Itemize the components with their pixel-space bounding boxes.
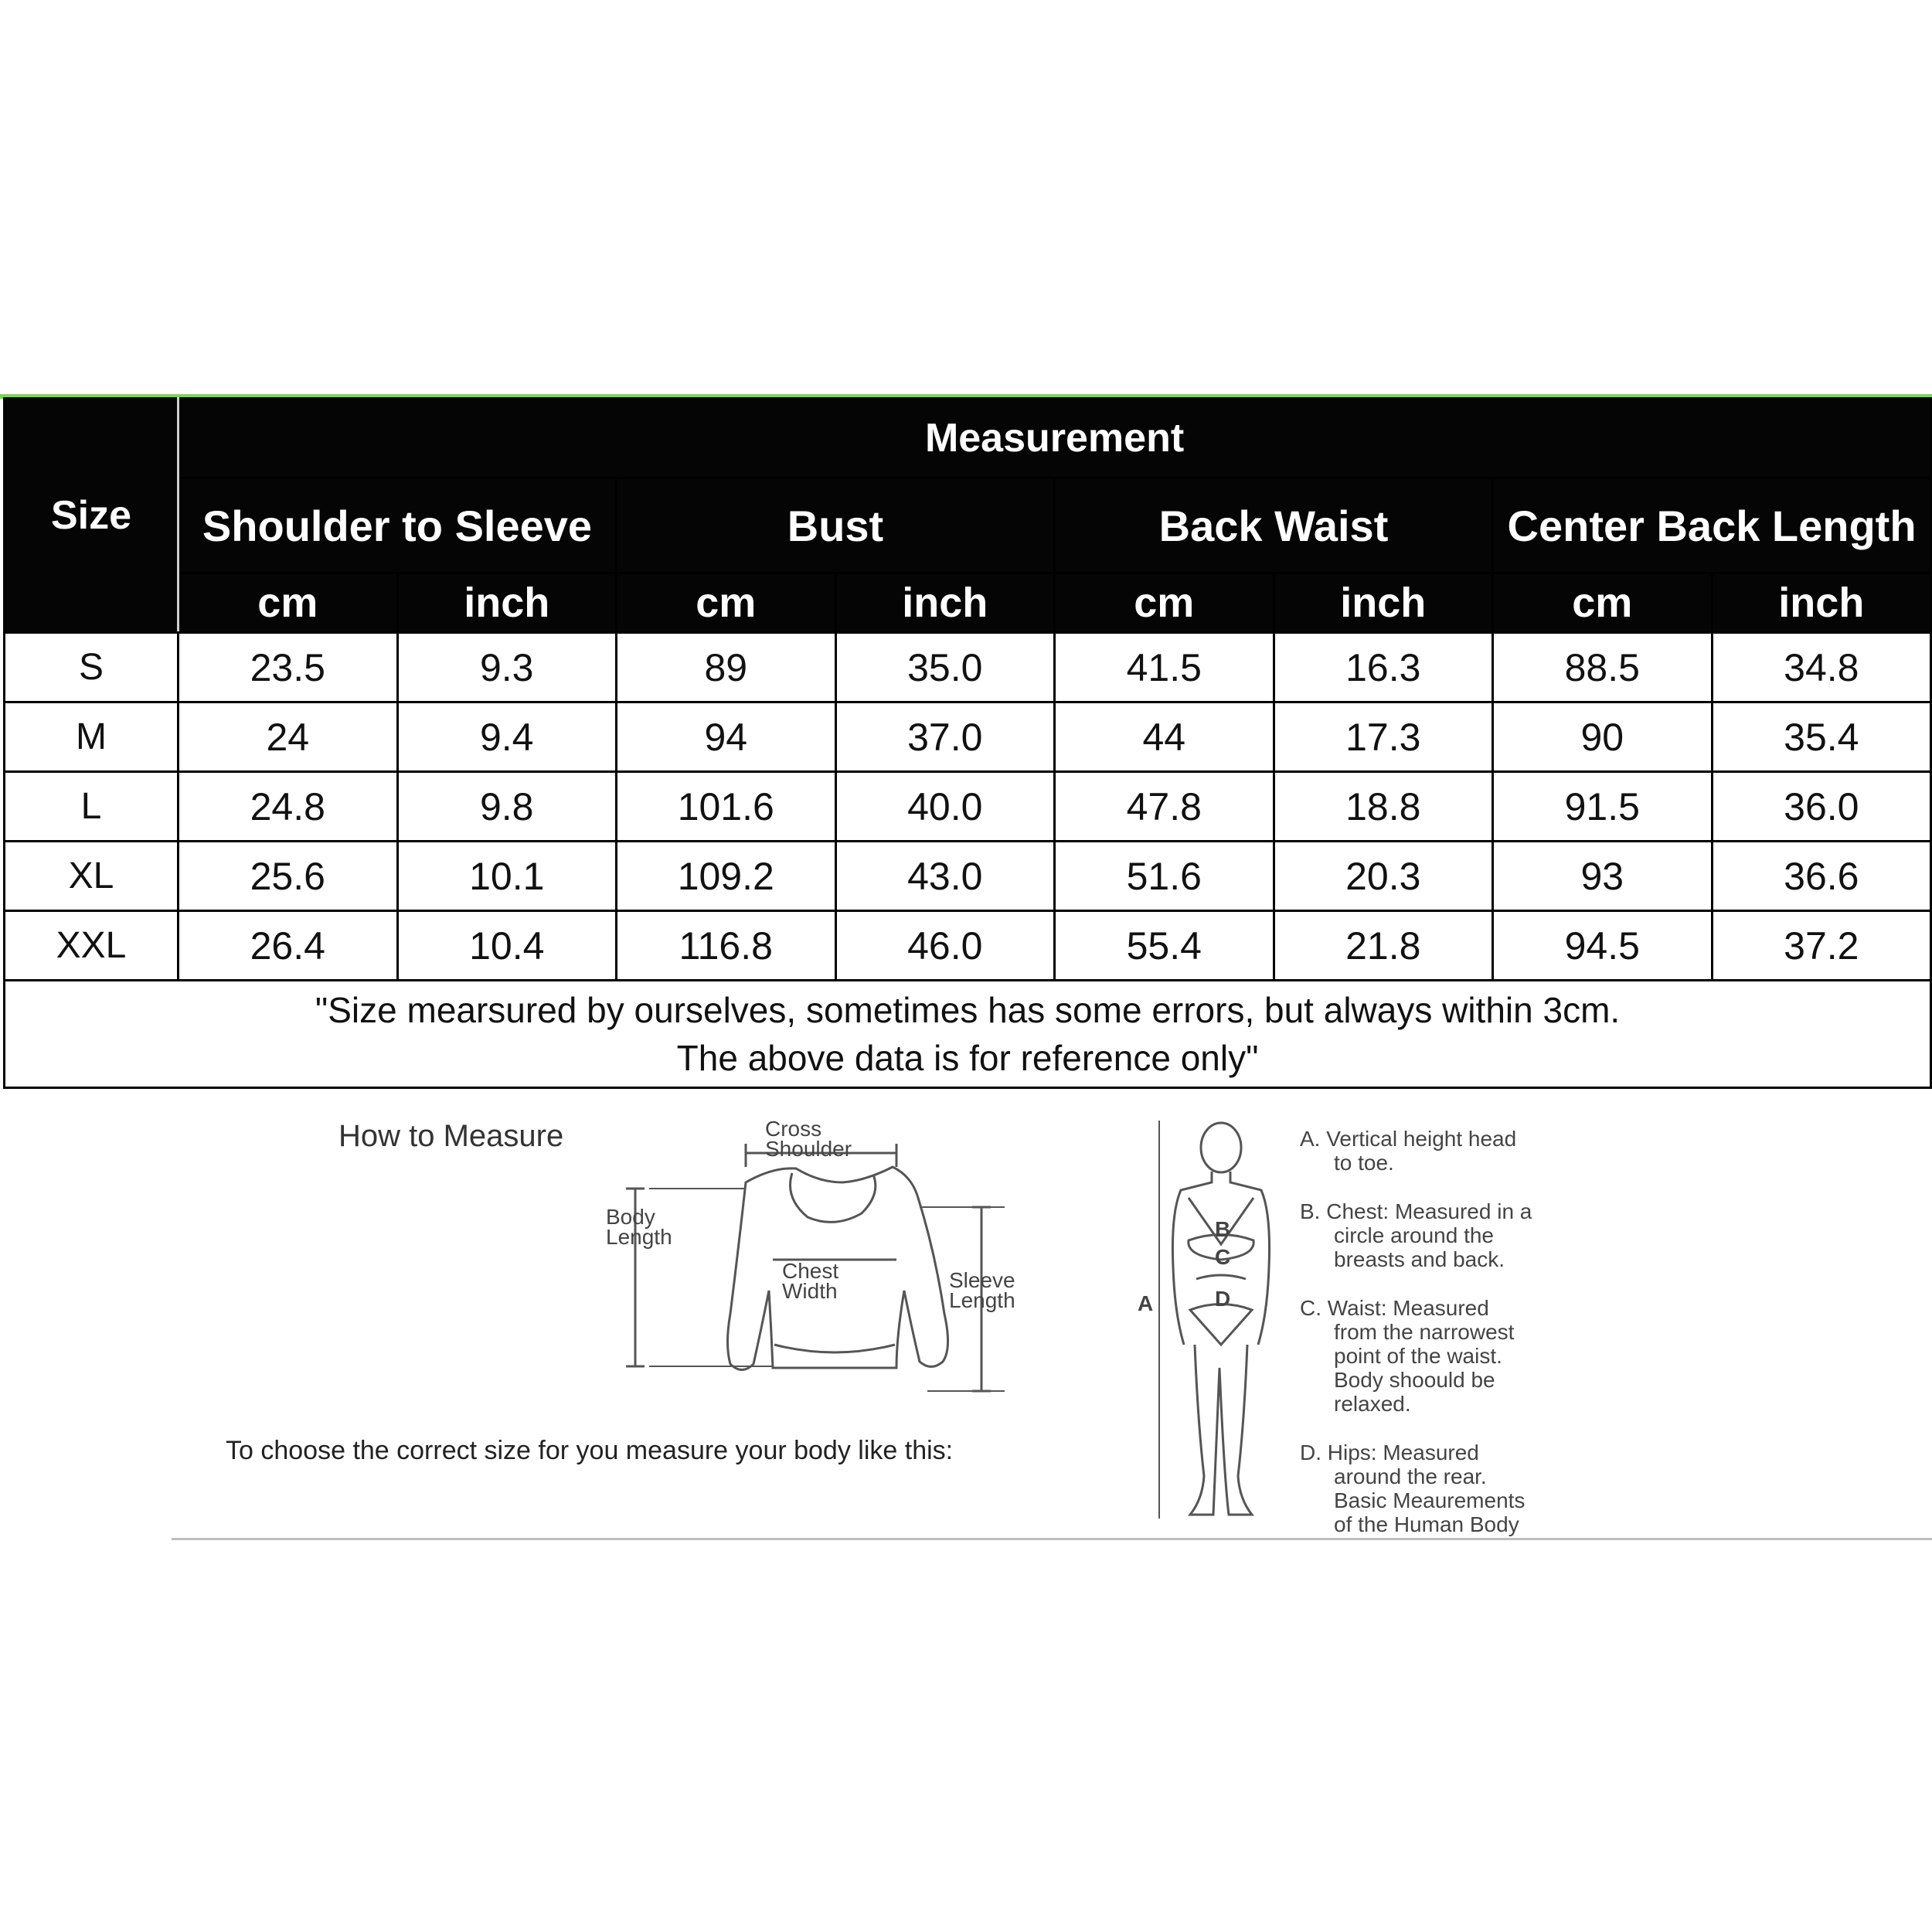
table-cell: 24.8 xyxy=(179,772,398,842)
table-cell: 41.5 xyxy=(1055,633,1274,702)
table-cell: 36.0 xyxy=(1712,772,1931,842)
measure-legend xyxy=(1300,1127,1624,1561)
unit-header: cm xyxy=(1055,573,1274,633)
table-cell: 24 xyxy=(179,702,398,772)
table-cell: 20.3 xyxy=(1274,842,1493,911)
table-cell: 9.4 xyxy=(397,702,617,772)
body-label-c: C xyxy=(1215,1245,1231,1269)
cross-shoulder-label: Cross Shoulder xyxy=(765,1117,852,1161)
note-line-2: The above data is for reference only" xyxy=(676,1038,1259,1078)
group-header-shoulder-to-sleeve: Shoulder to Sleeve xyxy=(179,478,617,573)
table-cell: 23.5 xyxy=(179,633,398,702)
legend-item-d: D. Hips: Measured around the rear. Basic Meaurements of the Human Body xyxy=(1300,1440,1526,1536)
body-label-b: B xyxy=(1215,1217,1231,1241)
table-cell: 35.0 xyxy=(835,633,1055,702)
size-cell: S xyxy=(5,633,179,702)
legend-item-c: C. Waist: Measured from the narrowest point of the waist. Body shoould be relaxed. xyxy=(1300,1296,1515,1416)
group-header-bust: Bust xyxy=(617,478,1055,573)
table-cell: 44 xyxy=(1055,702,1274,772)
table-cell: 94 xyxy=(617,702,836,772)
table-cell: 26.4 xyxy=(179,911,398,981)
table-cell: 34.8 xyxy=(1712,633,1931,702)
note-row xyxy=(5,981,1931,1088)
table-cell: 116.8 xyxy=(617,911,836,981)
table-cell: 55.4 xyxy=(1055,911,1274,981)
table-row xyxy=(5,633,1931,702)
table-row xyxy=(5,772,1931,842)
size-cell: XL xyxy=(5,842,179,911)
table-cell: 101.6 xyxy=(617,772,836,842)
unit-header: inch xyxy=(1712,573,1931,633)
size-cell: L xyxy=(5,772,179,842)
table-cell: 18.8 xyxy=(1274,772,1493,842)
table-cell: 89 xyxy=(617,633,836,702)
group-header-back-waist: Back Waist xyxy=(1055,478,1493,573)
unit-header: inch xyxy=(835,573,1055,633)
table-cell: 90 xyxy=(1493,702,1713,772)
bottom-divider xyxy=(172,1538,1932,1540)
body-measure-figure xyxy=(1128,1113,1298,1546)
table-cell: 37.0 xyxy=(835,702,1055,772)
table-cell: 37.2 xyxy=(1712,911,1931,981)
table-cell: 47.8 xyxy=(1055,772,1274,842)
chest-width-label: Chest Width xyxy=(782,1259,839,1303)
table-cell: 43.0 xyxy=(835,842,1055,911)
table-cell: 9.8 xyxy=(397,772,617,842)
unit-header: cm xyxy=(179,573,398,633)
legend-item-a: A. Vertical height head to toe. xyxy=(1300,1127,1517,1175)
table-cell: 94.5 xyxy=(1493,911,1713,981)
unit-header: inch xyxy=(397,573,617,633)
body-label-d: D xyxy=(1215,1287,1231,1311)
table-cell: 16.3 xyxy=(1274,633,1493,702)
unit-header: cm xyxy=(1493,573,1713,633)
table-cell: 21.8 xyxy=(1274,911,1493,981)
unit-header: cm xyxy=(617,573,836,633)
note-line-1: "Size mearsured by ourselves, sometimes has some errors, but always within 3cm. xyxy=(315,990,1621,1030)
table-cell: 17.3 xyxy=(1274,702,1493,772)
size-header: Size xyxy=(5,399,179,633)
size-cell: XXL xyxy=(5,911,179,981)
size-chart-table xyxy=(3,397,1932,1089)
table-row xyxy=(5,702,1931,772)
how-to-measure-section xyxy=(0,1082,1932,1546)
body-label-a: A xyxy=(1138,1291,1154,1315)
body-length-label: Body Length xyxy=(606,1205,672,1249)
table-cell: 10.4 xyxy=(397,911,617,981)
how-to-measure-title: How to Measure xyxy=(338,1119,564,1153)
table-cell: 88.5 xyxy=(1493,633,1713,702)
choose-size-instruction: To choose the correct size for you measure your body like this: xyxy=(226,1436,954,1465)
group-header-center-back-length: Center Back Length xyxy=(1493,478,1931,573)
measurement-header: Measurement xyxy=(179,399,1931,478)
table-cell: 93 xyxy=(1493,842,1713,911)
table-row xyxy=(5,842,1931,911)
table-cell: 9.3 xyxy=(397,633,617,702)
table-row xyxy=(5,911,1931,981)
table-cell: 91.5 xyxy=(1493,772,1713,842)
size-note xyxy=(5,981,1931,1088)
table-cell: 35.4 xyxy=(1712,702,1931,772)
table-cell: 40.0 xyxy=(835,772,1055,842)
table-cell: 51.6 xyxy=(1055,842,1274,911)
unit-header: inch xyxy=(1274,573,1493,633)
table-cell: 25.6 xyxy=(179,842,398,911)
sleeve-length-label: Sleeve Length xyxy=(949,1268,1015,1312)
table-cell: 46.0 xyxy=(835,911,1055,981)
size-cell: M xyxy=(5,702,179,772)
table-cell: 109.2 xyxy=(617,842,836,911)
legend-item-b: B. Chest: Measured in a circle around the breasts and back. xyxy=(1300,1199,1532,1271)
table-cell: 10.1 xyxy=(397,842,617,911)
table-cell: 36.6 xyxy=(1712,842,1931,911)
